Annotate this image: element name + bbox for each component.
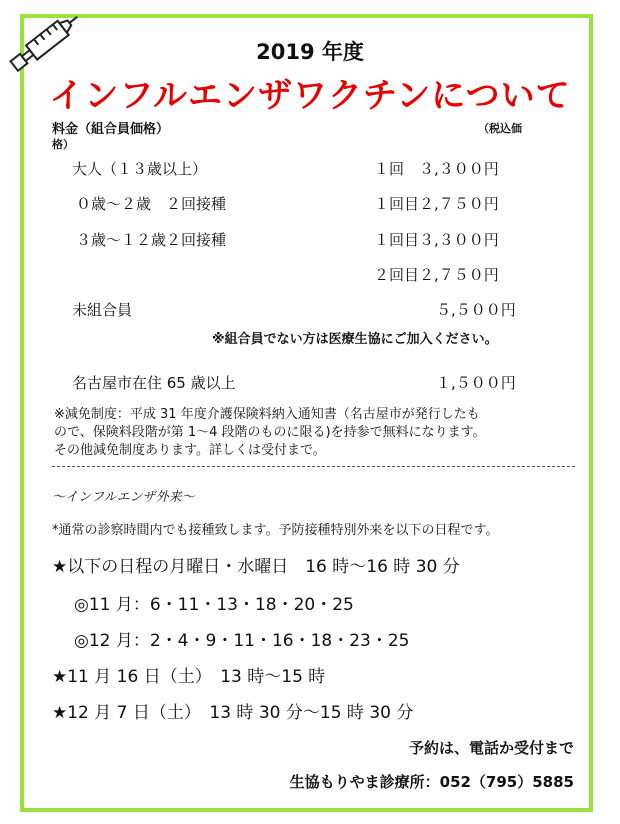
price-row-value: ２回目２,７５０円 [374,266,499,284]
section-divider [52,466,575,467]
clinic-note: *通常の診察時間内でも接種致します。予防接種特別外来を以下の日程です。 [52,523,499,538]
price-row-label: ３歳～１２歳２回接種 [76,231,227,249]
reduction-note-line: ので、保険料段階が第 1～4 段階のものに限る)を持参で無料になります。 [54,425,486,440]
member-note: ※組合員でない方は医療生協にご加入ください。 [212,332,498,347]
price-section-title: 料金（組合員価格） [52,122,170,137]
price-row-label: ０歳～２歳 ２回接種 [76,195,227,213]
schedule-line: ★11 月 16 日（土） 13 時～15 時 [52,667,326,687]
vaccine-headline: インフルエンザワクチンについて [49,76,571,116]
schedule-dates-line: ◎11 月：6・11・13・18・20・25 [74,595,354,615]
price-row-value: １回目３,３００円 [374,231,499,249]
reduction-note-line: ※減免制度：平成 31 年度介護保険料納入通知書（名古屋市が発行したも [54,407,480,422]
reduction-note-line: その他減免制度あります。詳しくは受付まで。 [54,443,326,458]
senior-label: 名古屋市在住 65 歳以上 [72,374,236,392]
schedule-dates-line: ◎12 月：2・4・9・11・16・18・23・25 [74,631,410,651]
reservation-note: 予約は、電話か受付まで [408,739,574,757]
price-row-label: 大人（１３歳以上） [72,160,208,178]
price-row-value: ５,５００円 [436,301,516,319]
tax-note: （税込価 [478,122,522,135]
clinic-contact: 生協もりやま診療所：052（795）5885 [289,773,574,791]
schedule-line: ★以下の日程の月曜日・水曜日 16 時～16 時 30 分 [52,557,460,577]
price-row-value: １回 ３,３００円 [374,160,499,178]
tax-note-continued: 格） [52,138,74,151]
price-row-label: 未組合員 [72,301,133,319]
senior-price: １,５００円 [436,374,516,392]
price-row-value: １回目２,７５０円 [374,195,499,213]
schedule-line: ★12 月 7 日（土） 13 時 30 分～15 時 30 分 [52,703,414,723]
year-heading: 2019 年度 [256,40,364,64]
clinic-section-title: ～インフルエンザ外来～ [52,490,195,505]
